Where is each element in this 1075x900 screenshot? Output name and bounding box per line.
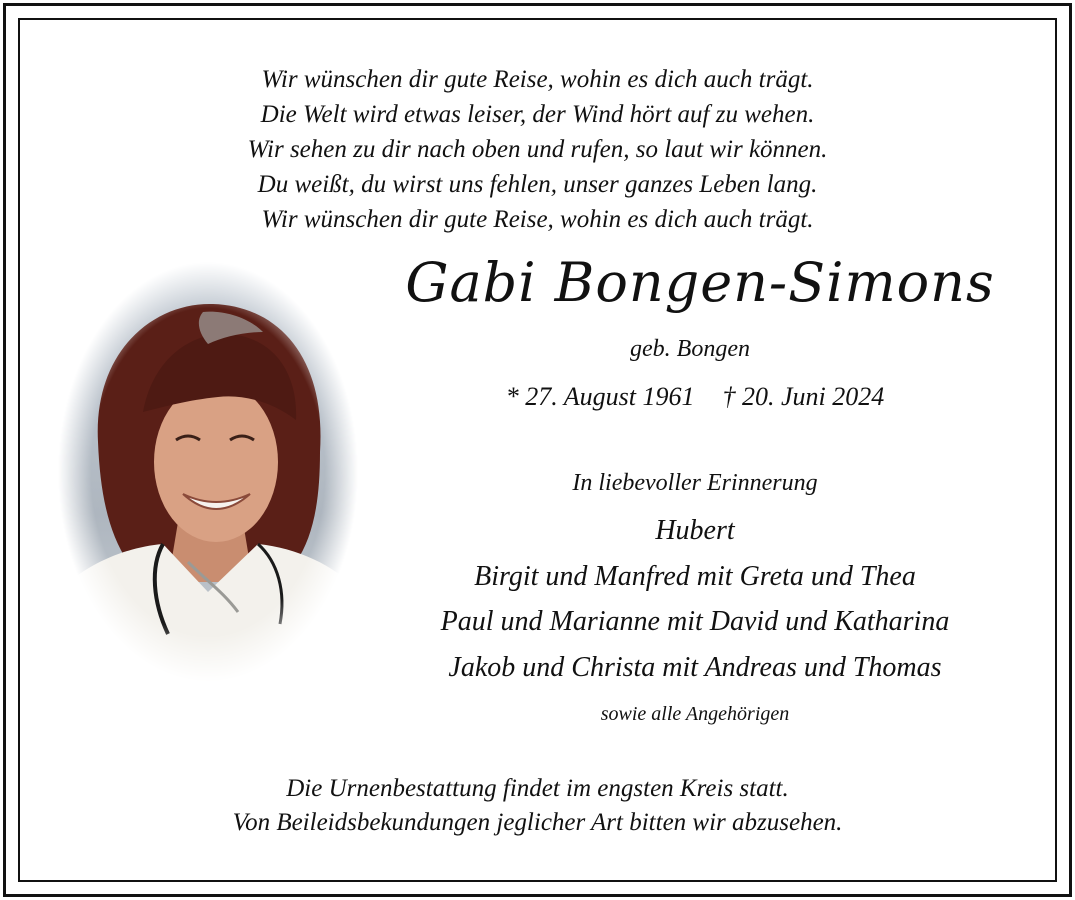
- portrait-oval: [58, 262, 358, 682]
- notice-line: Die Urnenbestattung findet im engsten Kreis statt.: [286, 775, 789, 802]
- poem-line: Die Welt wird etwas leiser, der Wind hört auf zu wehen.: [260, 101, 815, 128]
- poem-line: Wir wünschen dir gute Reise, wohin es dich auch trägt.: [261, 66, 814, 93]
- mourner-line: Paul und Marianne mit David und Katharina: [440, 606, 950, 637]
- memory-intro: In liebevoller Erinnerung: [572, 470, 818, 496]
- death-date: † 20. Juni 2024: [722, 382, 885, 411]
- funeral-notice: [0, 772, 1075, 840]
- notice-line: Von Beileidsbekundungen jeglicher Art bitten wir abzusehen.: [232, 809, 843, 836]
- other-relatives: sowie alle Angehörigen: [600, 703, 790, 725]
- poem-line: Wir sehen zu dir nach oben und rufen, so laut wir können.: [247, 136, 828, 163]
- poem-line: Du weißt, du wirst uns fehlen, unser ganzes Leben lang.: [257, 171, 818, 198]
- deceased-name: Gabi Bongen-Simons: [405, 251, 995, 314]
- mourner-line: Hubert: [655, 515, 735, 546]
- mourner-list: [360, 508, 1030, 690]
- mourner-line: Jakob und Christa mit Andreas und Thomas: [448, 651, 942, 683]
- birth-name: geb. Bongen: [630, 336, 750, 362]
- portrait-illustration: [58, 262, 358, 682]
- poem: [0, 62, 1075, 237]
- mourner-line: Birgit und Manfred mit Greta und Thea: [474, 560, 916, 592]
- life-dates: [380, 380, 1010, 414]
- portrait-photo: [58, 262, 358, 682]
- poem-line: Wir wünschen dir gute Reise, wohin es dich auch trägt.: [261, 206, 814, 233]
- birth-date: * 27. August 1961: [505, 382, 695, 411]
